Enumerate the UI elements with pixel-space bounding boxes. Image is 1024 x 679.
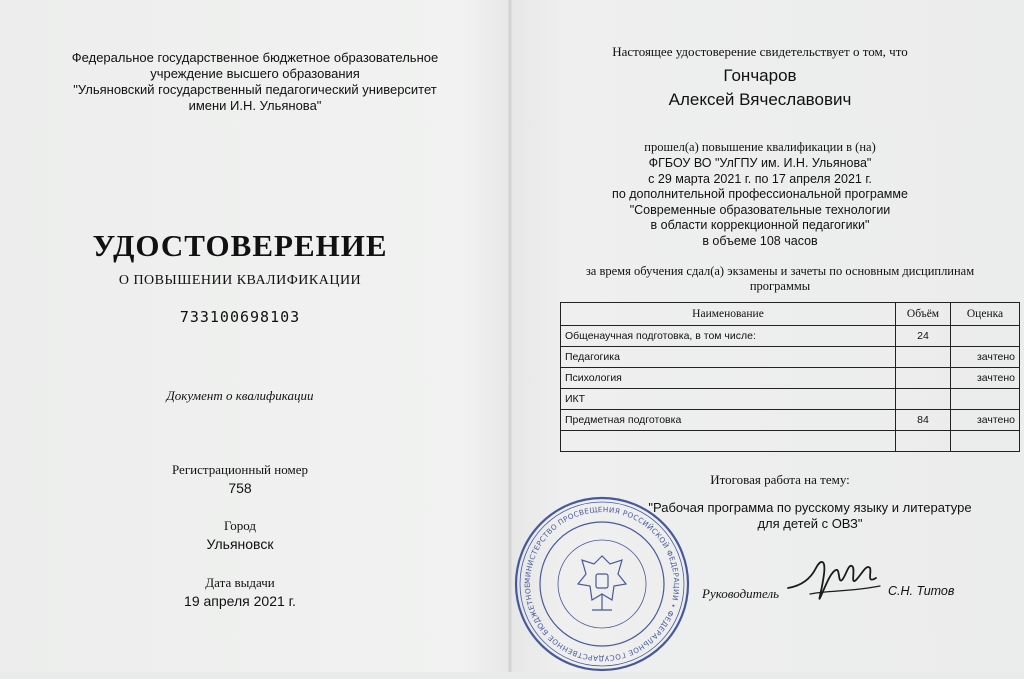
row-grade: зачтено xyxy=(951,368,1020,389)
organization-block xyxy=(20,50,490,114)
head-label: Руководитель xyxy=(702,586,780,601)
table-header-row xyxy=(561,303,1020,326)
registration-value: 758 xyxy=(228,480,252,496)
row-volume xyxy=(896,368,951,389)
row-name xyxy=(561,431,896,452)
certifies-line: Настоящее удостоверение свидетельствует о том, что xyxy=(612,44,908,59)
table-row xyxy=(561,368,1020,389)
course-line-1: ФГБОУ ВО "УлГПУ им. И.Н. Ульянова" xyxy=(648,156,872,170)
table-row xyxy=(561,347,1020,368)
holder-given-names: Алексей Вячеславович xyxy=(668,90,852,109)
course-line-4: "Современные образовательные технологии xyxy=(629,202,891,217)
table-row xyxy=(561,410,1020,431)
row-volume: 24 xyxy=(896,326,951,347)
row-name: Психология xyxy=(561,368,896,389)
exam-line-1: за время обучения сдал(а) экзамены и зачеты по основным дисциплинам xyxy=(585,264,975,278)
row-volume xyxy=(896,347,951,368)
org-line-3: "Ульяновский государственный педагогический университет xyxy=(73,82,437,97)
head-name: С.Н. Титов xyxy=(888,584,955,598)
course-line-5: в области коррекционной педагогики" xyxy=(650,218,870,232)
exam-statement xyxy=(540,264,1020,294)
row-name: ИКТ xyxy=(561,389,896,410)
registration-label: Регистрационный номер xyxy=(172,462,308,477)
header-grade: Оценка xyxy=(951,303,1020,326)
row-grade xyxy=(951,431,1020,452)
exam-line-2: программы xyxy=(749,279,811,293)
row-grade: зачтено xyxy=(951,410,1020,431)
emblem-icon xyxy=(578,556,626,610)
issue-date-value: 19 апреля 2021 г. xyxy=(184,593,296,609)
org-line-2: учреждение высшего образования xyxy=(150,66,360,81)
seal-ring-text: МИНИСТЕРСТВО ПРОСВЕЩЕНИЯ РОССИЙСКОЙ ФЕДЕРАЦИИ • ФЕДЕРАЛЬНОЕ ГОСУДАРСТВЕННОЕ БЮДЖЕТНОЕ xyxy=(522,504,682,664)
row-grade xyxy=(951,326,1020,347)
row-volume xyxy=(896,431,951,452)
table-row xyxy=(561,431,1020,452)
passed-line: прошел(а) повышение квалификации в (на) xyxy=(644,140,876,154)
org-line-4: имени И.Н. Ульянова" xyxy=(188,98,322,113)
seal-icon xyxy=(512,494,692,674)
official-seal xyxy=(512,494,692,679)
row-volume xyxy=(896,389,951,410)
document-type: Документ о квалификации xyxy=(166,388,314,403)
course-line-3: по дополнительной профессиональной программе xyxy=(612,187,908,201)
final-work-line-2: для детей с ОВЗ" xyxy=(757,516,863,531)
table-row xyxy=(561,326,1020,347)
row-name: Педагогика xyxy=(561,347,896,368)
final-work-line-1: "Рабочая программа по русскому языку и литературе xyxy=(648,500,972,515)
row-name: Общенаучная подготовка, в том числе: xyxy=(561,326,896,347)
document-title: УДОСТОВЕРЕНИЕ xyxy=(92,228,388,263)
document-number: 733100698103 xyxy=(179,308,301,326)
table-row xyxy=(561,389,1020,410)
row-grade xyxy=(951,389,1020,410)
header-name: Наименование xyxy=(561,303,896,326)
holder-surname: Гончаров xyxy=(723,66,797,85)
header-volume: Объём xyxy=(896,303,951,326)
course-line-2: с 29 марта 2021 г. по 17 апреля 2021 г. xyxy=(648,171,872,186)
city-value: Ульяновск xyxy=(206,536,274,552)
city-label: Город xyxy=(223,518,257,533)
signature-icon xyxy=(780,550,890,615)
grades-table xyxy=(560,302,1020,452)
org-line-1: Федеральное государственное бюджетное образовательное xyxy=(71,50,439,65)
document-subtitle: О ПОВЫШЕНИИ КВАЛИФИКАЦИИ xyxy=(118,273,362,288)
course-details xyxy=(540,156,980,249)
course-line-6: в объеме 108 часов xyxy=(702,233,818,248)
row-volume: 84 xyxy=(896,410,951,431)
row-name: Предметная подготовка xyxy=(561,410,896,431)
final-work-label: Итоговая работа на тему: xyxy=(710,472,850,487)
row-grade: зачтено xyxy=(951,347,1020,368)
issue-date-label: Дата выдачи xyxy=(205,575,275,590)
